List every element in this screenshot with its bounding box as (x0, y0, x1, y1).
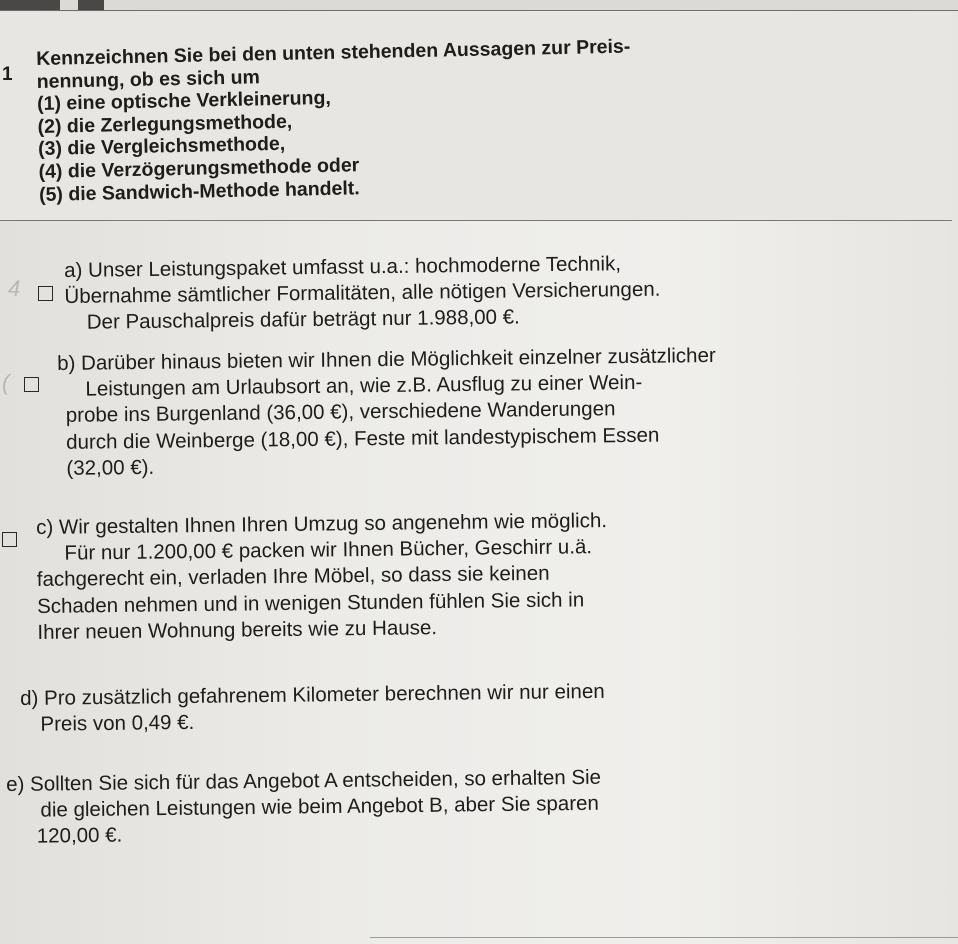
statement-line: Preis von 0,49 €. (40, 711, 195, 736)
statement-line: Schaden nehmen und in wenigen Stunden fühlen Sie sich in (36, 587, 585, 618)
statement-line: a) Unser Leistungspaket umfasst u.a.: hochmoderne Technik, (64, 252, 622, 282)
statement-b (57, 343, 717, 482)
statement-line: durch die Weinberge (18,00 €), Feste mit landestypischem Essen (65, 423, 660, 454)
statement-a (64, 251, 661, 337)
statement-line: b) Darüber hinaus bieten wir Ihnen die Möglichkeit einzelner zusätzlicher (57, 343, 716, 375)
checkbox-a[interactable] (38, 286, 53, 301)
task-instruction-box (0, 12, 952, 221)
statement-line: e) Sollten Sie sich für das Angebot A entscheiden, so erhalten Sie (6, 765, 602, 796)
pencil-mark: ( (2, 370, 10, 395)
statement-line: c) Wir gestalten Ihnen Ihren Umzug so angenehm wie möglich. (36, 509, 608, 539)
statement-line: Der Pauschalpreis dafür beträgt nur 1.988,00 €. (86, 305, 520, 335)
task-line: Kennzeichnen Sie bei den unten stehenden Aussagen zur Preis- (36, 35, 631, 70)
statement-line: probe ins Burgenland (36,00 €), verschiedene Wanderungen (65, 397, 616, 428)
task-line: nennung, ob es sich um (36, 65, 261, 93)
task-number: 1 (2, 64, 13, 85)
statement-line: Für nur 1.200,00 € packen wir Ihnen Bücher, Geschirr u.ä. (64, 535, 593, 565)
header-block (0, 0, 60, 10)
task-line: (4) die Verzögerungsmethode oder (38, 154, 360, 183)
header-block (78, 0, 104, 10)
statement-line: fachgerecht ein, verladen Ihre Möbel, so dass sie keinen (36, 562, 550, 592)
statement-d (20, 679, 605, 739)
statement-line: Leistungen am Urlaubsort an, wie z.B. Ausflug zu einer Wein- (85, 371, 643, 401)
statement-line: (32,00 €). (66, 455, 155, 480)
statement-line: d) Pro zusätzlich gefahrenem Kilometer berechnen wir nur einen (20, 679, 605, 710)
checkbox-c[interactable] (2, 532, 17, 547)
statement-line: 120,00 €. (36, 823, 123, 849)
pencil-mark: 4 (8, 276, 21, 301)
statement-c (36, 508, 608, 646)
task-instruction (36, 29, 939, 206)
statement-line: Ihrer neuen Wohnung bereits wie zu Hause. (37, 615, 438, 644)
statement-line: die gleichen Leistungen wie beim Angebot B, aber Sie sparen (40, 791, 600, 822)
task-line: (1) eine optische Verkleinerung, (36, 87, 332, 116)
task-line: (2) die Zerlegungsmethode, (37, 110, 293, 138)
task-line: (5) die Sandwich-Methode handelt. (38, 176, 360, 206)
statement-line: Übernahme sämtlicher Formalitäten, alle nötigen Versicherungen. (64, 277, 661, 309)
task-line: (3) die Vergleichsmethode, (37, 133, 286, 161)
checkbox-b[interactable] (24, 377, 39, 392)
statement-e (6, 765, 602, 851)
header-strip (0, 0, 958, 11)
divider (370, 937, 958, 938)
